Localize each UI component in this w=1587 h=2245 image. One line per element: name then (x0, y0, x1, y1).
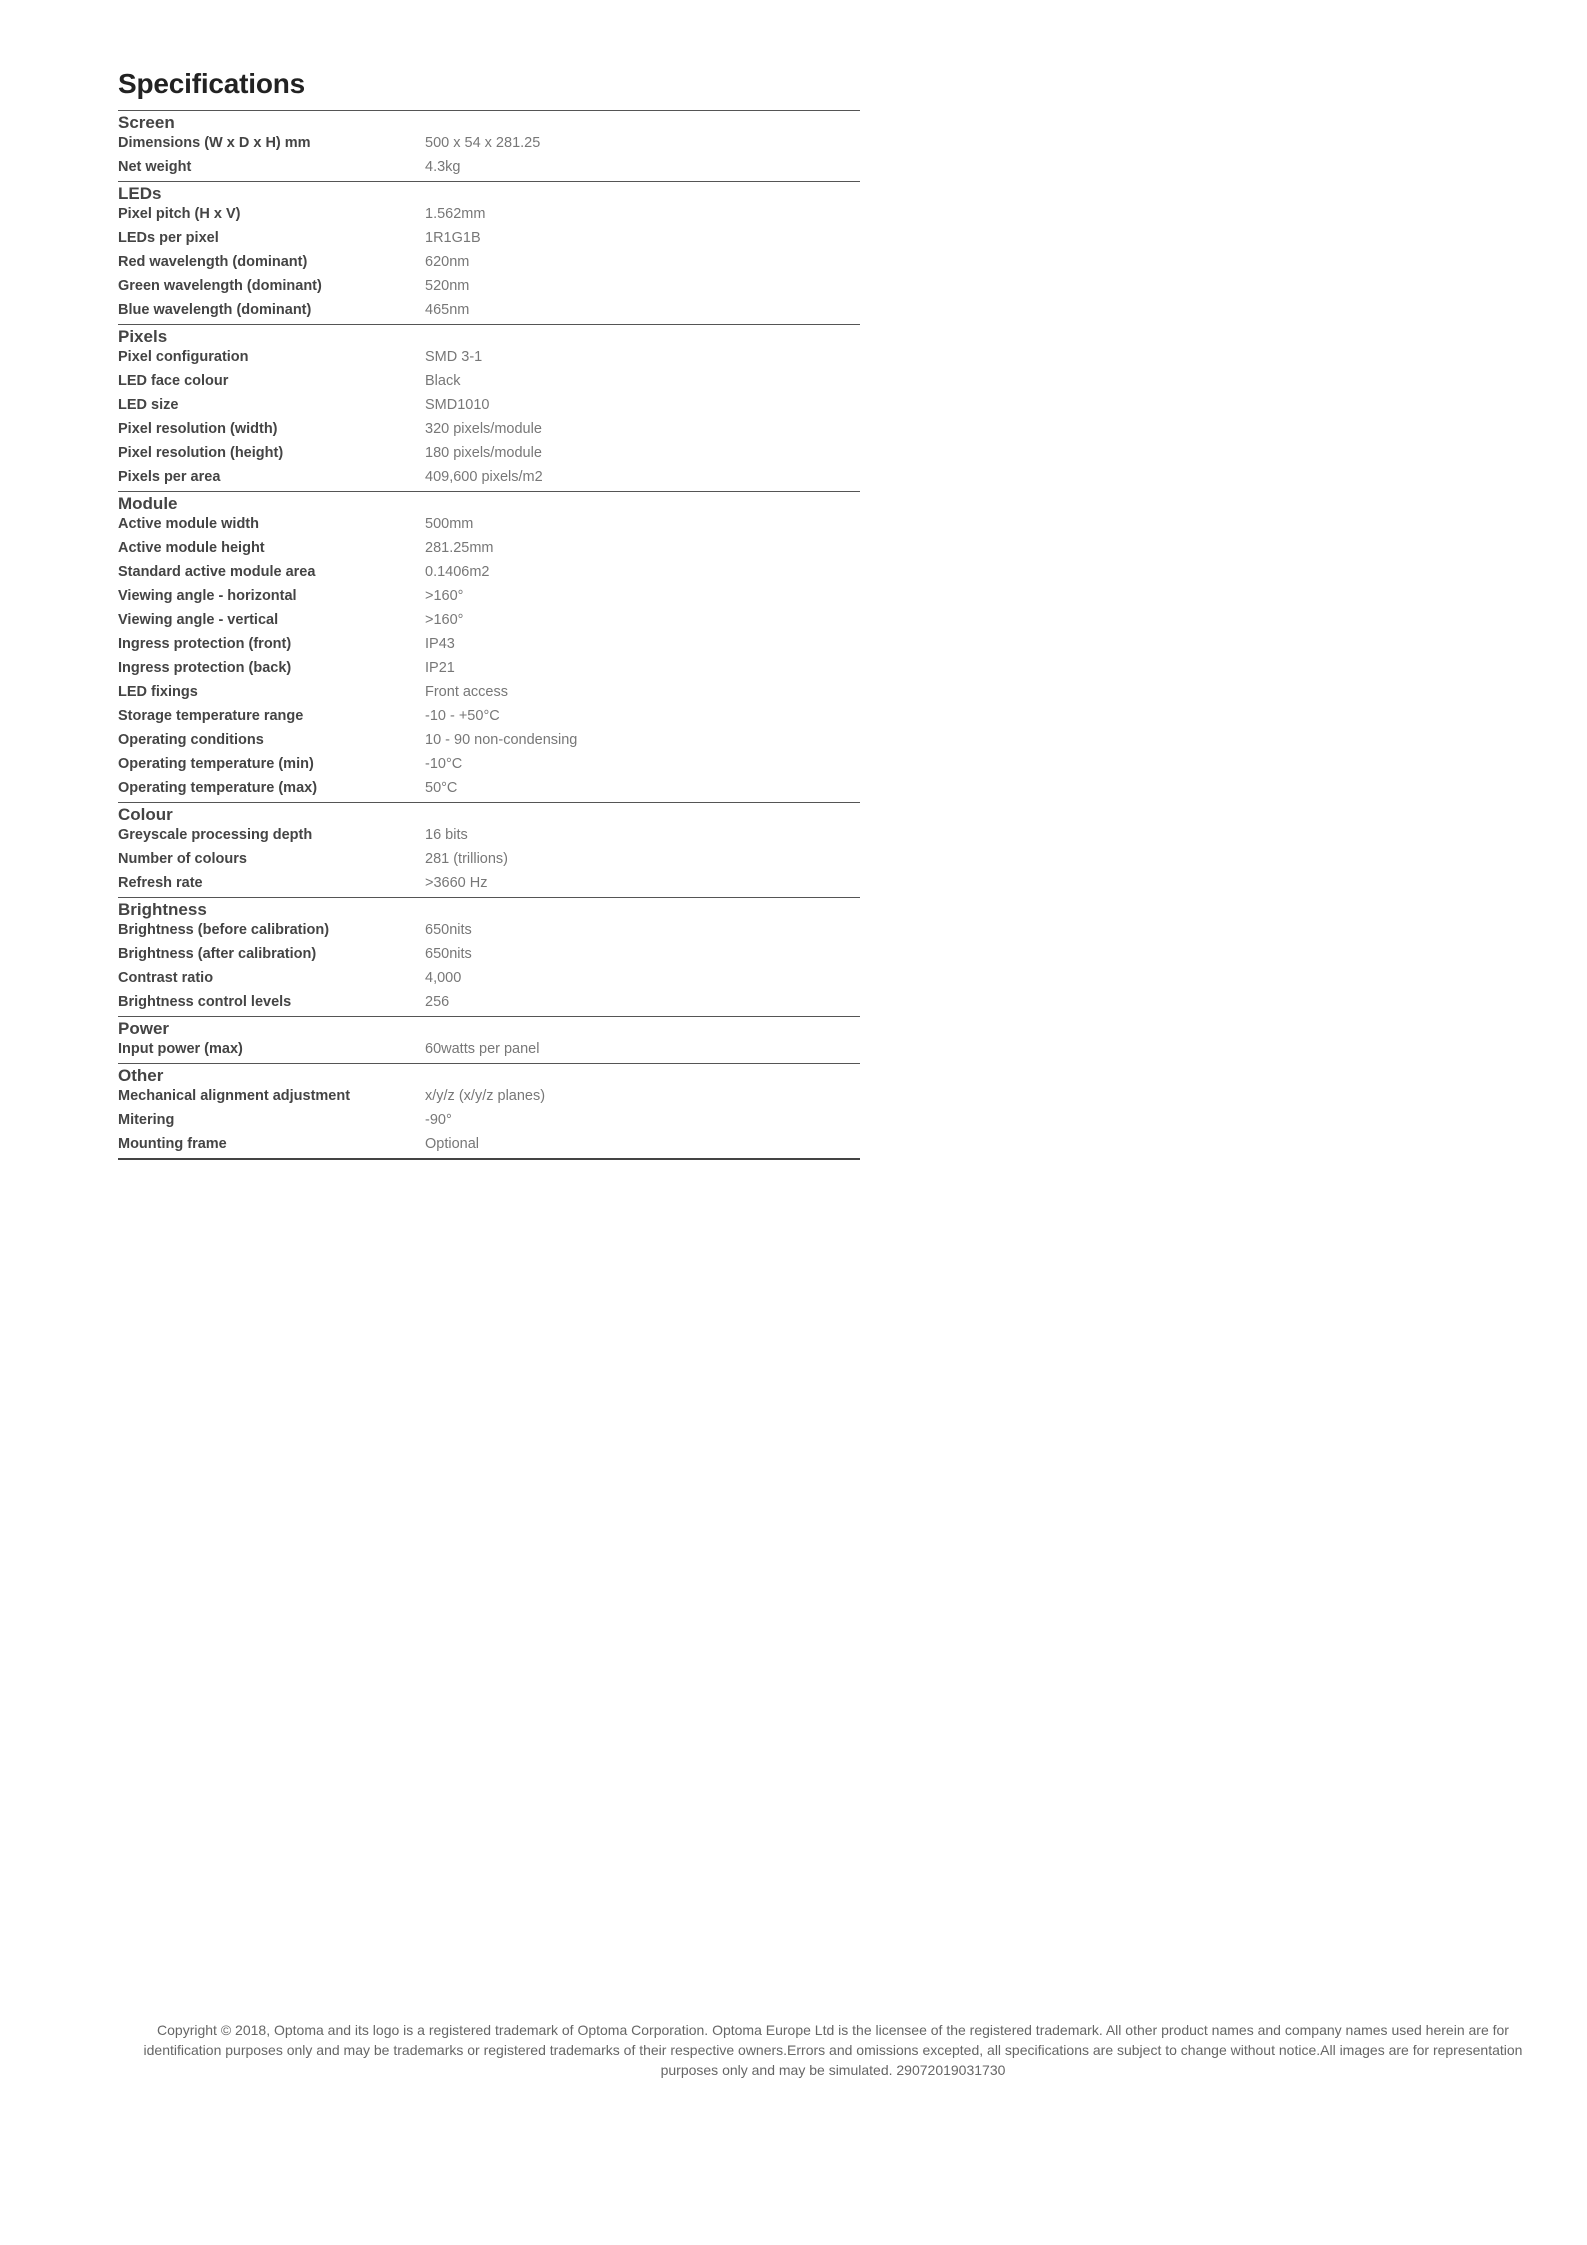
spec-section (118, 110, 860, 181)
spec-row (118, 1039, 860, 1063)
spec-label: Active module width (118, 516, 259, 532)
spec-row (118, 610, 860, 634)
spec-label: Viewing angle - horizontal (118, 588, 297, 604)
spec-row (118, 849, 860, 873)
spec-value: 1R1G1B (425, 230, 481, 246)
spec-label: Storage temperature range (118, 708, 304, 724)
specifications-document (118, 68, 860, 1160)
spec-row (118, 1110, 860, 1134)
spec-label: Operating temperature (max) (118, 780, 318, 796)
spec-section (118, 897, 860, 1016)
spec-row (118, 825, 860, 849)
spec-row (118, 1134, 860, 1158)
spec-value: 500 x 54 x 281.25 (425, 135, 541, 151)
spec-row (118, 538, 860, 562)
spec-label: Refresh rate (118, 875, 203, 891)
spec-sections (118, 110, 860, 1158)
spec-row (118, 443, 860, 467)
spec-label: Active module height (118, 540, 265, 556)
spec-label: Net weight (118, 159, 192, 175)
spec-row (118, 658, 860, 682)
spec-label: Pixel pitch (H x V) (118, 206, 241, 222)
spec-label: Pixels per area (118, 469, 221, 485)
spec-label: Dimensions (W x D x H) mm (118, 135, 311, 151)
spec-row (118, 944, 860, 968)
spec-value: 256 (425, 994, 450, 1010)
spec-label: Pixel configuration (118, 349, 249, 365)
spec-value: -10 - +50°C (425, 708, 500, 724)
spec-section (118, 1016, 860, 1063)
spec-value: -10°C (425, 756, 463, 772)
spec-label: Viewing angle - vertical (118, 612, 279, 628)
spec-label: Operating conditions (118, 732, 264, 748)
section-title: Power (118, 1019, 170, 1038)
section-title: LEDs (118, 184, 162, 203)
spec-row (118, 395, 860, 419)
spec-value: 281 (trillions) (425, 851, 508, 867)
spec-section (118, 324, 860, 491)
spec-row (118, 586, 860, 610)
spec-value: 650nits (425, 922, 472, 938)
spec-row (118, 371, 860, 395)
spec-value: 500mm (425, 516, 474, 532)
spec-value: 465nm (425, 302, 470, 318)
spec-row (118, 419, 860, 443)
spec-row (118, 778, 860, 802)
spec-value: x/y/z (x/y/z planes) (425, 1088, 546, 1104)
spec-label: Mechanical alignment adjustment (118, 1088, 351, 1104)
spec-row (118, 347, 860, 371)
spec-value: 4,000 (425, 970, 462, 986)
spec-value: -90° (425, 1112, 452, 1128)
spec-value: SMD1010 (425, 397, 490, 413)
spec-value: 409,600 pixels/m2 (425, 469, 543, 485)
section-title: Brightness (118, 900, 207, 919)
spec-value: >160° (425, 612, 464, 628)
spec-row (118, 252, 860, 276)
spec-row (118, 1086, 860, 1110)
spec-row (118, 133, 860, 157)
spec-row (118, 467, 860, 491)
spec-section (118, 1063, 860, 1158)
spec-row (118, 754, 860, 778)
spec-label: Number of colours (118, 851, 247, 867)
spec-label: Pixel resolution (width) (118, 421, 278, 437)
section-title: Pixels (118, 327, 168, 346)
spec-row (118, 276, 860, 300)
spec-label: LED fixings (118, 684, 198, 700)
spec-label: LED face colour (118, 373, 229, 389)
spec-row (118, 992, 860, 1016)
spec-row (118, 682, 860, 706)
spec-label: Contrast ratio (118, 970, 214, 986)
spec-label: Red wavelength (dominant) (118, 254, 308, 270)
spec-value: >160° (425, 588, 464, 604)
spec-label: Blue wavelength (dominant) (118, 302, 312, 318)
spec-label: Brightness control levels (118, 994, 292, 1010)
page-title: Specifications (118, 68, 306, 99)
spec-value: Front access (425, 684, 508, 700)
spec-value: Black (425, 373, 461, 389)
spec-label: Input power (max) (118, 1041, 243, 1057)
spec-label: Operating temperature (min) (118, 756, 314, 772)
spec-row (118, 730, 860, 754)
spec-value: >3660 Hz (425, 875, 488, 891)
spec-row (118, 634, 860, 658)
spec-value: 1.562mm (425, 206, 486, 222)
spec-value: 0.1406m2 (425, 564, 490, 580)
spec-row (118, 562, 860, 586)
spec-label: Brightness (after calibration) (118, 946, 317, 962)
spec-label: LED size (118, 397, 179, 413)
spec-row (118, 968, 860, 992)
spec-label: Ingress protection (back) (118, 660, 292, 676)
spec-value: SMD 3-1 (425, 349, 483, 365)
spec-row (118, 157, 860, 181)
spec-value: 320 pixels/module (425, 421, 542, 437)
section-title: Screen (118, 113, 175, 132)
spec-section (118, 802, 860, 897)
spec-row (118, 873, 860, 897)
spec-row (118, 228, 860, 252)
spec-section (118, 491, 860, 802)
spec-section (118, 181, 860, 324)
spec-label: Brightness (before calibration) (118, 922, 330, 938)
spec-value: 10 - 90 non-condensing (425, 732, 578, 748)
spec-value: 620nm (425, 254, 470, 270)
spec-value: 16 bits (425, 827, 468, 843)
spec-value: 650nits (425, 946, 472, 962)
spec-row (118, 706, 860, 730)
section-title: Colour (118, 805, 173, 824)
spec-label: Standard active module area (118, 564, 316, 580)
spec-value: 281.25mm (425, 540, 494, 556)
spec-row (118, 300, 860, 324)
spec-value: IP43 (425, 636, 455, 652)
section-title: Module (118, 494, 178, 513)
copyright-footer: Copyright © 2018, Optoma and its logo is a registered trademark of Optoma Corporation. Optoma Europe Ltd is the licensee of the registered trademark. All other product names and company names used herein are for identification purposes only and may be trademarks or registered trademarks of their respective owners.Errors and omissions excepted, all specifications are subject to change without notice.All images are for representation purposes only and may be simulated. 29072019031730 (143, 2022, 1523, 2078)
spec-label: Mounting frame (118, 1136, 227, 1152)
spec-value: 180 pixels/module (425, 445, 542, 461)
spec-row (118, 920, 860, 944)
end-rule (118, 1158, 860, 1160)
spec-label: Green wavelength (dominant) (118, 278, 322, 294)
spec-value: 50°C (425, 780, 458, 796)
section-title: Other (118, 1066, 164, 1085)
spec-label: Mitering (118, 1112, 175, 1128)
spec-value: IP21 (425, 660, 455, 676)
spec-value: Optional (425, 1136, 480, 1152)
spec-row (118, 204, 860, 228)
spec-label: Ingress protection (front) (118, 636, 292, 652)
spec-value: 60watts per panel (425, 1041, 540, 1057)
spec-value: 520nm (425, 278, 470, 294)
spec-label: Greyscale processing depth (118, 827, 313, 843)
spec-value: 4.3kg (425, 159, 461, 175)
spec-label: Pixel resolution (height) (118, 445, 284, 461)
spec-label: LEDs per pixel (118, 230, 219, 246)
spec-row (118, 514, 860, 538)
